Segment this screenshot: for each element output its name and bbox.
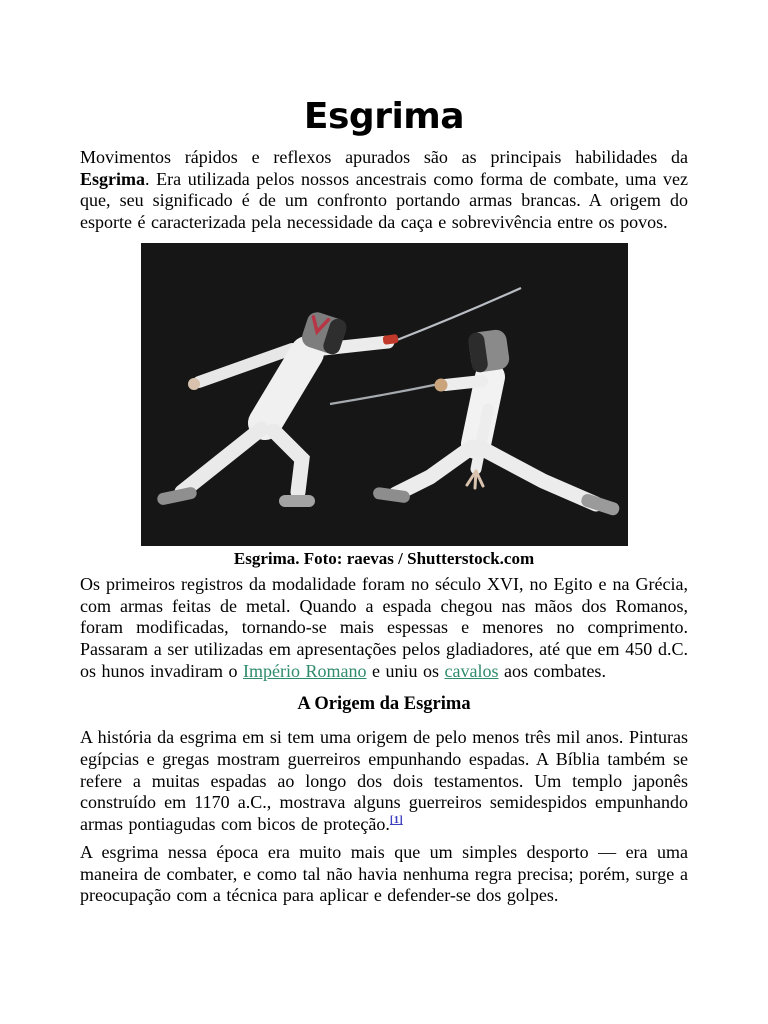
imperio-romano-link[interactable]: Império Romano [243,660,367,681]
bold-text-run-esgrima: Esgrima [80,168,145,189]
right-fencer-mask [467,328,510,373]
paragraph-origem [80,727,688,836]
fencing-photo [141,243,628,546]
footnote-sup [390,814,403,826]
text-run: Movimentos rápidos e reflexos apurados são as principais habilidades da [80,147,688,167]
text-run: e uniu os [366,660,445,681]
photo-caption: Esgrima. Foto: raevas / Shutterstock.com [233,548,535,568]
text-run: A história da esgrima em si tem uma origem de pelo menos três mil anos. Pinturas egípcias e gregas mostram guerreiros empunhando espadas. A Bíblia também se refere a muitas espadas ao longo dos dois testamentos. Um templo japonês construído em 1170 a.C., mostrava alguns guerreiros semidespidos empunhando armas pontiagudas com bicos de proteção. [80,727,688,835]
footnote-1-link[interactable]: [1] [389,814,403,827]
text-run: aos combates. [498,660,606,681]
paragraph-history [80,574,688,683]
text-run: Os primeiros registros da modalidade foram no século XVI, no Egito e na Grécia, com armas feitas de metal. Quando a espada chegou nas mãos dos Romanos, foram modificadas, tornando-se mais espessas e menores no comprimento. Passaram a ser utilizadas em apresentações pelos gladiadores, até que em 450 d.C. os hunos invadiram o [80,573,688,681]
section-heading-origem: A Origem da Esgrima [297,694,471,715]
text-run: . Era utilizada pelos nossos ancestrais como forma de combate, uma vez que, seu significado é de um confronto portando armas brancas. A origem do esporte é caracterizada pela necessidade da caça e sobrevivência entre os povos. [80,168,688,233]
paragraph-epoca: A esgrima nessa época era muito mais que um simples desporto — era uma maneira de combater, e como tal não havia nenhuma regra precisa; porém, surge a preocupação com a técnica para aplicar e defender-se dos golpes. [80,841,688,906]
fencing-photo-illustration [141,243,628,546]
page-title: Esgrima [303,96,465,137]
cavalos-link[interactable]: cavalos [444,660,499,681]
paragraph-intro [80,147,688,234]
